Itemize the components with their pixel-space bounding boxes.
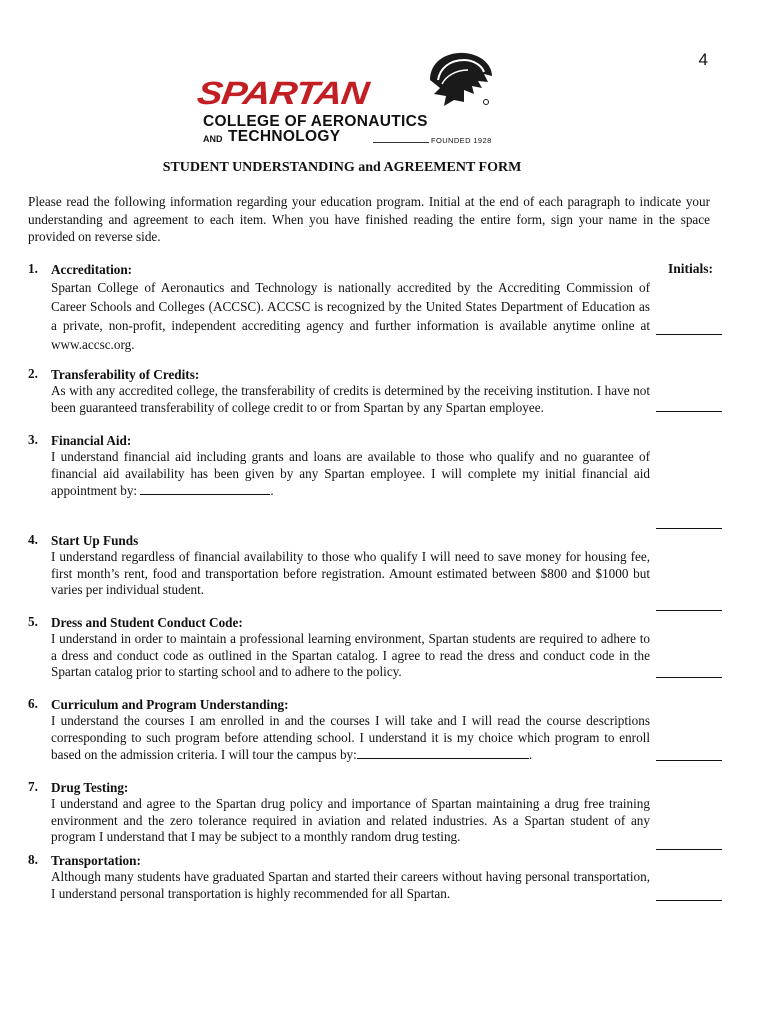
item-title: Drug Testing: — [51, 780, 129, 795]
item-number: 8. — [28, 852, 38, 867]
agreement-item-accreditation — [28, 261, 650, 354]
logo-founded-text: FOUNDED 1928 — [431, 136, 492, 145]
item-number: 4. — [28, 532, 38, 547]
initials-field-accreditation[interactable] — [656, 334, 722, 335]
page-number: 4 — [698, 50, 708, 69]
initials-field-transferability[interactable] — [656, 411, 722, 412]
item-body: I understand and agree to the Spartan drug policy and importance of Spartan maintaining a drug free training environment and the zero tolerance required in aviation and related industries. As a Spartan student of any program I understand that I may be subject to a monthly random drug testing. — [51, 796, 650, 845]
logo-technology-line: TECHNOLOGY — [228, 128, 341, 145]
item-body: I understand financial aid including grants and loans are available to those who qualify and no guarantee of financial aid availability has been given by any Spartan employee. I will complete my initial financial aid appointment by: — [51, 449, 650, 499]
logo-and-text: AND — [203, 134, 223, 144]
agreement-item-start-up-funds — [28, 532, 650, 599]
initials-field-transportation[interactable] — [656, 900, 722, 901]
agreement-item-dress-code — [28, 614, 650, 681]
initials-field-curriculum[interactable] — [656, 760, 722, 761]
initials-field-dress-code[interactable] — [656, 677, 722, 678]
initials-field-financial-aid[interactable] — [656, 528, 722, 529]
logo-college-line: COLLEGE OF AERONAUTICS — [203, 113, 428, 130]
logo-brand-text: SPARTAN — [194, 76, 371, 112]
item-tail: . — [270, 483, 274, 499]
item-number: 3. — [28, 432, 38, 447]
item-title: Dress and Student Conduct Code: — [51, 615, 243, 630]
agreement-item-drug-testing — [28, 779, 650, 846]
intro-paragraph: Please read the following information regarding your education program. Initial at the end of each paragraph to indicate your understanding and agreement to each item. When you have finished reading the entire form, sign your name in the space provided on reverse side. — [28, 194, 710, 245]
item-body: Spartan College of Aeronautics and Technology is nationally accredited by the Accrediting Commission of Career Schools and Colleges (ACCSC). ACCSC is recognized by the United States Department of Education as a private, non-profit, independent accrediting agency and further information is available anytime online at www.accsc.org. — [51, 280, 650, 352]
initials-field-drug-testing[interactable] — [656, 849, 722, 850]
agreement-item-transportation — [28, 852, 650, 902]
item-tail: . — [528, 747, 533, 763]
item-title: Financial Aid: — [51, 433, 132, 448]
item-body-wrapper — [51, 713, 650, 764]
item-number: 2. — [28, 366, 38, 381]
initials-column-label: Initials: — [668, 261, 714, 276]
form-title: STUDENT UNDERSTANDING and AGREEMENT FORM — [162, 160, 522, 175]
spartan-logo — [194, 50, 498, 150]
item-body: Although many students have graduated Spartan and started their careers without having personal transportation, I understand personal transportation is highly recommended for all Spartan. — [51, 869, 650, 901]
item-number: 5. — [28, 614, 38, 629]
item-title: Start Up Funds — [51, 533, 139, 548]
campus-tour-date-field[interactable] — [357, 746, 529, 759]
item-body: I understand in order to maintain a professional learning environment, Spartan students are required to adhere to a dress and conduct code as outlined in the Spartan catalog. I agree to read the dress and conduct code in the Spartan catalog prior to starting school and to adhere to the policy. — [51, 631, 650, 680]
spartan-helmet-icon — [424, 50, 496, 112]
agreement-item-transferability — [28, 366, 650, 416]
logo-founded-rule — [373, 142, 429, 143]
item-number: 7. — [28, 779, 38, 794]
item-number: 1. — [28, 261, 38, 276]
financial-aid-date-field[interactable] — [140, 482, 270, 495]
agreement-item-financial-aid — [28, 432, 650, 500]
item-title: Curriculum and Program Understanding: — [51, 697, 289, 712]
initials-field-start-up-funds[interactable] — [656, 610, 722, 611]
item-body: As with any accredited college, the transferability of credits is determined by the receiving institution. I have not been guaranteed transferability of college credit to or from Spartan by any Spartan employee. — [51, 383, 650, 415]
item-body-wrapper — [51, 449, 650, 500]
item-title: Accreditation: — [51, 262, 133, 277]
agreement-item-curriculum — [28, 696, 650, 764]
item-body: I understand the courses I am enrolled in and the courses I will take and I will read the course descriptions corresponding to such program before attending school. I understand it is my choice which program to enroll based on the admission criteria. I will tour the campus by: — [51, 713, 650, 763]
item-number: 6. — [28, 696, 38, 711]
item-body: I understand regardless of financial availability to those who qualify I will need to save money for housing fee, first month’s rent, food and transportation before registration. Amount estimated between $800 and $1000 but varies per individual student. — [51, 549, 650, 598]
item-title: Transferability of Credits: — [51, 367, 200, 382]
item-title: Transportation: — [51, 853, 141, 868]
